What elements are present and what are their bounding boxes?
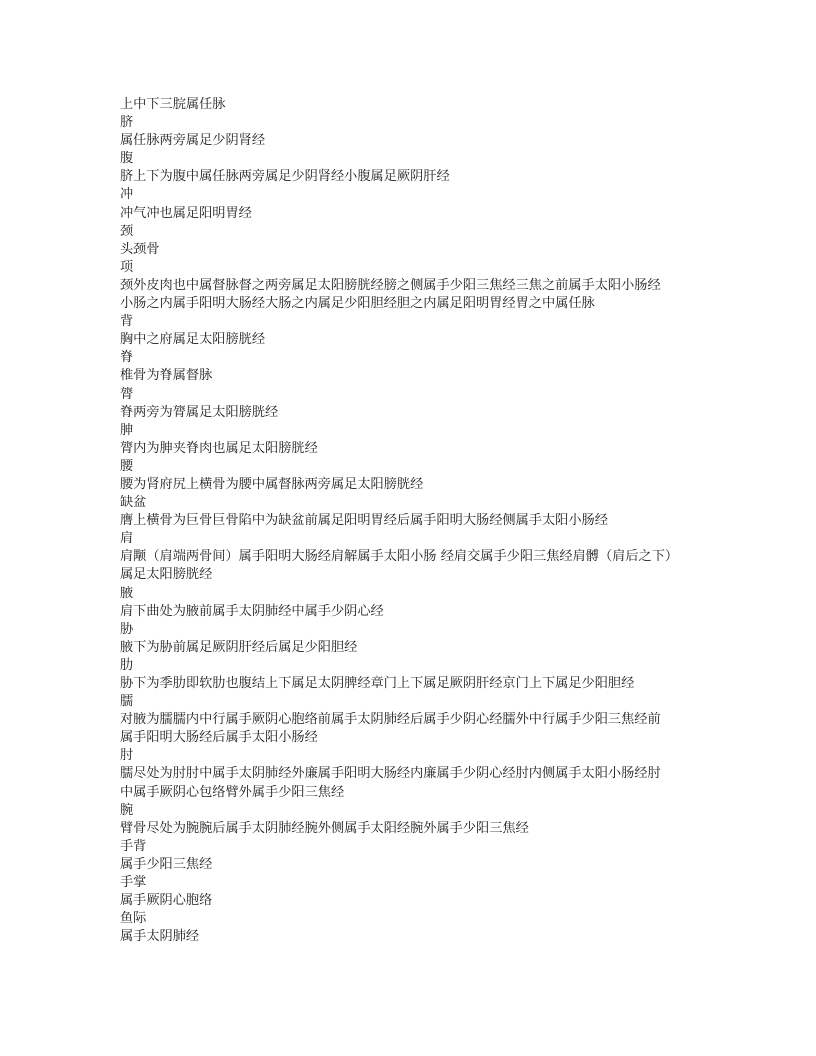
term-description: 腰为肾府尻上横骨为腰中属督脉两旁属足太阳膀胱经 — [120, 476, 424, 492]
term-description: 属任脉两旁属足少阴肾经 — [120, 133, 266, 149]
term-description: 对腋为臑臑内中行属手厥阴心胞络前属手太阴肺经后属手少阴心经臑外中行属手少阳三焦经前 — [120, 712, 661, 728]
term-description: 臂骨尽处为腕腕后属手太阴肺经腕外侧属手太阳经腕外属手少阳三焦经 — [120, 820, 529, 836]
term-description: 冲气冲也属足阳明胃经 — [120, 205, 252, 221]
term-description: 腋下为胁前属足厥阴肝经后属足少阳胆经 — [120, 639, 358, 655]
term-heading: 手掌 — [120, 875, 147, 891]
term-heading: 背 — [120, 314, 134, 330]
term-heading: 项 — [120, 259, 134, 275]
term-description: 脊两旁为膂属足太阳膀胱经 — [120, 404, 279, 420]
term-heading: 膂 — [120, 386, 134, 402]
term-description: 臑尽处为肘肘中属手太阴肺经外廉属手阳明大肠经内廉属手少阴心经肘内侧属手太阳小肠经肘 — [120, 766, 661, 782]
term-description: 胁下为季肋即软肋也腹结上下属足太阴脾经章门上下属足厥阴肝经京门上下属足少阳胆经 — [120, 676, 635, 691]
term-description: 脐上下为腹中属任脉两旁属足少阴肾经小腹属足厥阴肝经 — [120, 169, 450, 185]
term-heading: 腋 — [120, 585, 134, 601]
term-heading: 臑 — [120, 694, 134, 710]
term-description: 胸中之府属足太阳膀胱经 — [120, 332, 266, 348]
term-description: 头颈骨 — [120, 241, 160, 257]
term-heading: 腕 — [120, 802, 134, 818]
term-heading: 脐 — [120, 115, 134, 131]
document-page — [120, 96, 700, 946]
term-description-continued: 属足太阳膀胱经 — [120, 567, 213, 583]
term-heading: 缺盆 — [120, 495, 147, 511]
term-description: 属手厥阴心胞络 — [120, 893, 213, 909]
term-description-continued: 属手阳明大肠经后属手太阳小肠经 — [120, 730, 318, 746]
term-heading: 腹 — [120, 151, 134, 167]
term-description: 属手少阳三焦经 — [120, 856, 213, 872]
term-description: 膺上横骨为巨骨巨骨陷中为缺盆前属足阳明胃经后属手阳明大肠经侧属手太阳小肠经 — [120, 513, 608, 529]
term-heading: 鱼际 — [120, 911, 147, 927]
term-description: 膂内为胂夹脊肉也属足太阳膀胱经 — [120, 440, 318, 456]
heading-line: 上中下三脘属任脉 — [120, 97, 226, 112]
term-description: 肩下曲处为腋前属手太阴肺经中属手少阴心经 — [120, 603, 384, 619]
term-heading: 颈 — [120, 223, 134, 239]
term-description-continued: 中属手厥阴心包络臂外属手少阳三焦经 — [120, 784, 345, 800]
term-heading: 肘 — [120, 748, 134, 764]
term-description: 颈外皮肉也中属督脉督之两旁属足太阳膀胱经膀之侧属手少阳三焦经三焦之前属手太阳小肠经 — [120, 277, 661, 293]
term-heading: 肋 — [120, 657, 134, 673]
term-heading: 脊 — [120, 350, 134, 366]
term-description-continued: 小肠之内属手阳明大肠经大肠之内属足少阳胆经胆之内属足阳明胃经胃之中属任脉 — [120, 296, 595, 312]
term-heading: 腰 — [120, 458, 134, 474]
term-heading: 冲 — [120, 187, 134, 203]
term-heading: 胁 — [120, 621, 134, 637]
term-heading: 肩 — [120, 531, 134, 547]
term-description: 属手太阴肺经 — [120, 929, 200, 945]
term-heading: 胂 — [120, 422, 134, 438]
term-description: 肩颙（肩端两骨间）属手阳明大肠经肩解属手太阳小肠 经肩交属手少阳三焦经肩髆（肩后之下） — [120, 549, 679, 565]
term-heading: 手背 — [120, 838, 147, 854]
term-description: 椎骨为脊属督脉 — [120, 368, 213, 384]
